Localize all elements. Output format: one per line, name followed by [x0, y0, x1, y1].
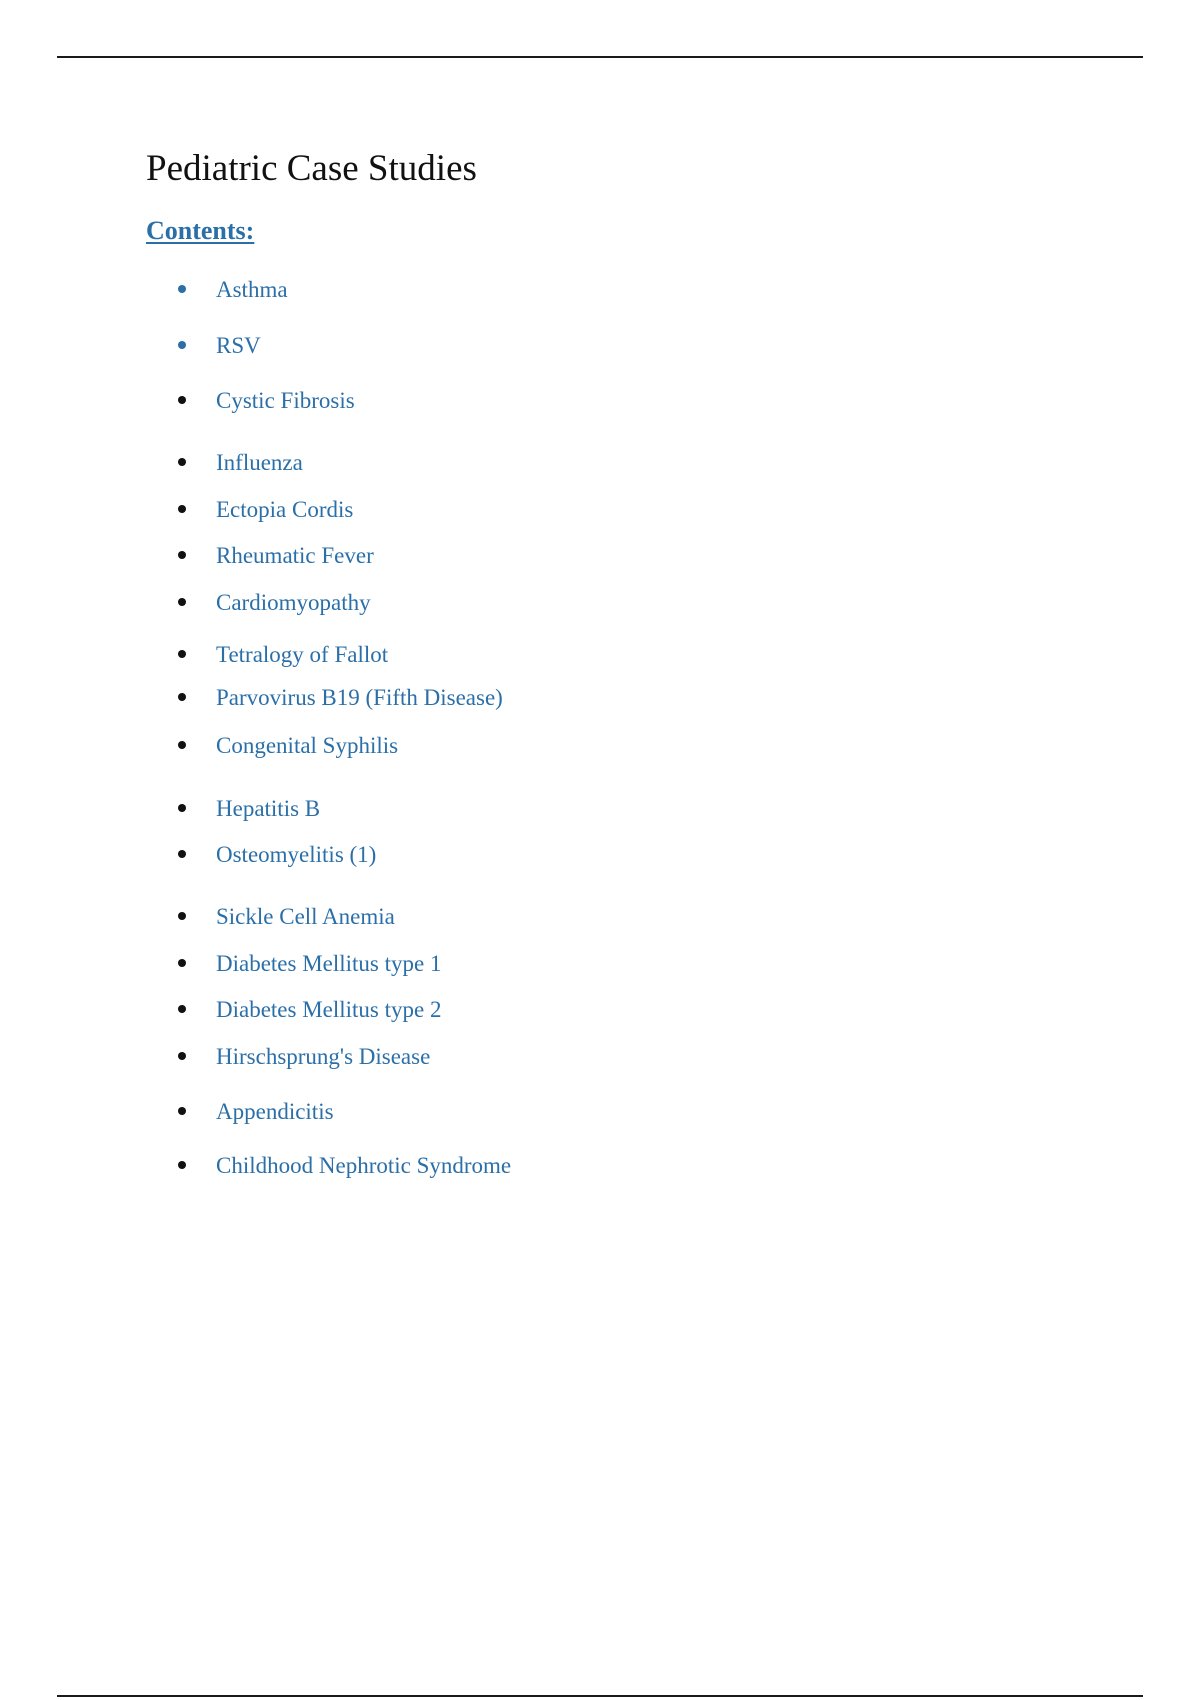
bullet-icon [178, 598, 186, 606]
toc-link[interactable]: Sickle Cell Anemia [216, 903, 395, 929]
toc-link[interactable]: Asthma [216, 276, 288, 302]
contents-heading[interactable]: Contents: [146, 216, 255, 245]
top-rule [57, 56, 1143, 58]
toc-item-rsv[interactable] [178, 328, 261, 362]
toc-link[interactable]: Appendicitis [216, 1098, 334, 1124]
bullet-icon [178, 285, 186, 293]
toc-item-tetralogy-of-fallot[interactable] [178, 637, 388, 671]
bullet-icon [178, 505, 186, 513]
bullet-icon [178, 959, 186, 967]
bullet-icon [178, 850, 186, 858]
bottom-rule [57, 1695, 1143, 1697]
bullet-icon [178, 1005, 186, 1013]
toc-item-diabetes-type-1[interactable] [178, 946, 442, 980]
toc-link[interactable]: Rheumatic Fever [216, 542, 374, 568]
toc-item-sickle-cell-anemia[interactable] [178, 899, 395, 933]
toc-link[interactable]: Parvovirus B19 (Fifth Disease) [216, 684, 503, 710]
toc-link[interactable]: Diabetes Mellitus type 2 [216, 996, 442, 1022]
toc-link[interactable]: Ectopia Cordis [216, 496, 354, 522]
toc-link[interactable]: Diabetes Mellitus type 1 [216, 950, 442, 976]
toc-item-childhood-nephrotic-syndrome[interactable] [178, 1148, 511, 1182]
toc-link[interactable]: Hepatitis B [216, 795, 321, 821]
toc-link[interactable]: Childhood Nephrotic Syndrome [216, 1152, 512, 1178]
bullet-icon [178, 458, 186, 466]
toc-item-hepatitis-b[interactable] [178, 791, 320, 825]
toc-link[interactable]: Osteomyelitis (1) [216, 841, 377, 867]
bullet-icon [178, 341, 186, 349]
toc-link[interactable]: Hirschsprung's Disease [216, 1043, 431, 1069]
toc-link[interactable]: Tetralogy of Fallot [216, 641, 389, 667]
toc-item-hirschsprungs-disease[interactable] [178, 1039, 430, 1073]
toc-item-ectopia-cordis[interactable] [178, 492, 353, 526]
toc-link[interactable]: Cardiomyopathy [216, 589, 371, 615]
bullet-icon [178, 1052, 186, 1060]
toc-link[interactable]: Cystic Fibrosis [216, 387, 355, 413]
bullet-icon [178, 396, 186, 404]
bullet-icon [178, 741, 186, 749]
toc-item-diabetes-type-2[interactable] [178, 992, 442, 1026]
toc-link[interactable]: Influenza [216, 449, 303, 475]
bullet-icon [178, 1107, 186, 1115]
toc-item-cystic-fibrosis[interactable] [178, 383, 355, 417]
bullet-icon [178, 551, 186, 559]
bullet-icon [178, 693, 186, 701]
toc-item-appendicitis[interactable] [178, 1094, 334, 1128]
toc-item-cardiomyopathy[interactable] [178, 585, 371, 619]
toc-link[interactable]: Congenital Syphilis [216, 732, 399, 758]
page-title: Pediatric Case Studies [146, 148, 477, 189]
toc-item-congenital-syphilis[interactable] [178, 728, 398, 762]
bullet-icon [178, 912, 186, 920]
bullet-icon [178, 804, 186, 812]
bullet-icon [178, 1161, 186, 1169]
toc-link[interactable]: RSV [216, 332, 261, 358]
toc-item-osteomyelitis[interactable] [178, 837, 376, 871]
toc-item-parvovirus-b19[interactable] [178, 680, 503, 714]
toc-item-influenza[interactable] [178, 445, 303, 479]
bullet-icon [178, 650, 186, 658]
toc-item-rheumatic-fever[interactable] [178, 538, 374, 572]
toc-item-asthma[interactable] [178, 272, 288, 306]
